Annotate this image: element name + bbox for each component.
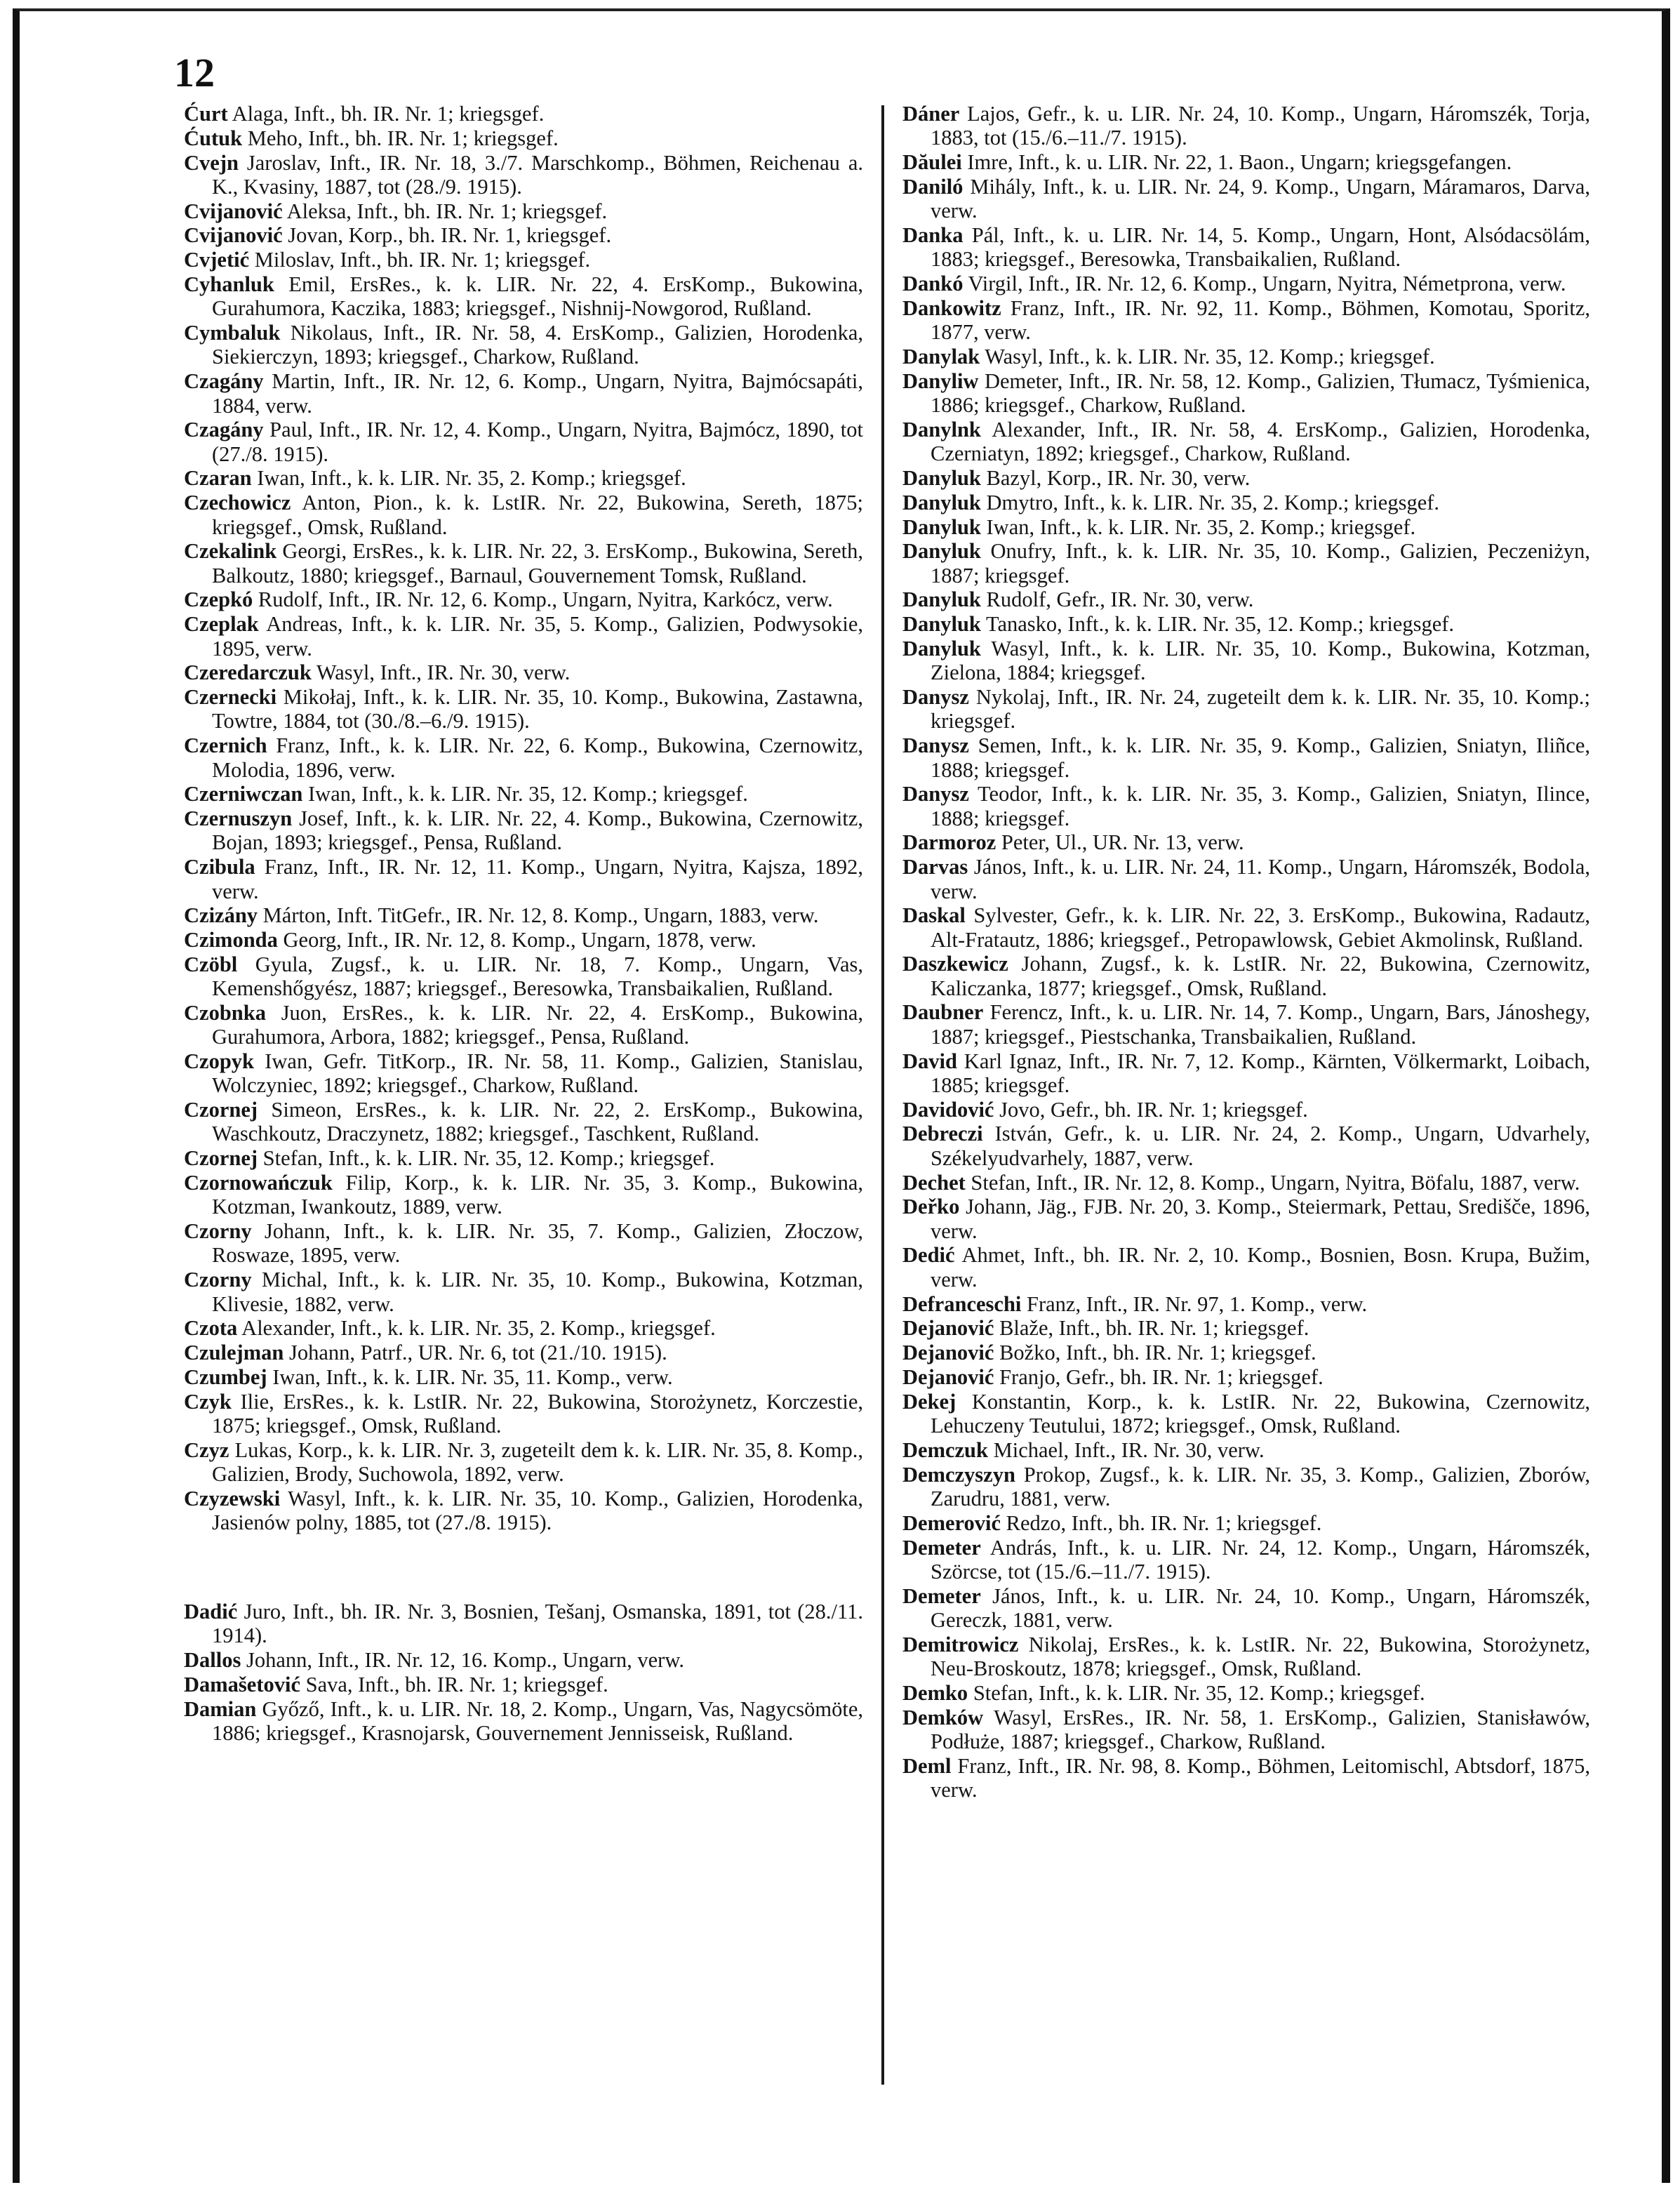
- register-entry: [902, 102, 1590, 150]
- entry-details: Bazyl, Korp., IR. Nr. 30, verw.: [980, 465, 1251, 490]
- entry-details: Nikolaus, Inft., IR. Nr. 58, 4. ErsKomp., Galizien, Horodenka, Siekierczyn, 1893; kriegsgef., Charkow, Rußland.: [212, 321, 863, 369]
- entry-surname: Czeplak: [184, 612, 259, 637]
- entry-surname: Demitrowicz: [902, 1632, 1019, 1656]
- entry-details: Jaroslav, Inft., IR. Nr. 18, 3./7. Marschkomp., Böhmen, Reichenau a. K., Kvasiny, 1887, tot (28./9. 1915).: [212, 150, 863, 199]
- register-entry: [184, 587, 863, 611]
- register-entry: [902, 1390, 1590, 1438]
- entry-surname: Czernuszyn: [184, 806, 293, 831]
- entry-details: Juro, Inft., bh. IR. Nr. 3, Bosnien, Tešanj, Osmanska, 1891, tot (28./11. 1914).: [212, 1600, 863, 1648]
- register-entry: [184, 903, 863, 927]
- entry-details: Paul, Inft., IR. Nr. 12, 4. Komp., Ungarn, Nyitra, Bajmócz, 1890, tot (27./8. 1915).: [212, 418, 863, 466]
- register-entry: [902, 1584, 1590, 1633]
- entry-details: Lukas, Korp., k. k. LIR. Nr. 3, zugeteilt dem k. k. LIR. Nr. 35, 8. Komp., Galizien, Brody, Suchowola, 1892, verw.: [212, 1437, 863, 1487]
- entry-details: Franz, Inft., IR. Nr. 97, 1. Komp., verw.: [1021, 1291, 1368, 1316]
- entry-details: Jovan, Korp., bh. IR. Nr. 1, kriegsgef.: [282, 223, 612, 248]
- entry-details: Imre, Inft., k. u. LIR. Nr. 22, 1. Baon., Ungarn; kriegsgefangen.: [961, 150, 1512, 175]
- register-entry: [902, 418, 1590, 466]
- entry-surname: Daskal: [902, 903, 966, 928]
- entry-details: Sylvester, Gefr., k. k. LIR. Nr. 22, 3. ErsKomp., Bukowina, Radautz, Alt-Fratautz, 1886; kriegsgef., Petropawlowsk, Gebiet Akmolinsk, Rußland.: [931, 903, 1590, 952]
- entry-details: András, Inft., k. u. LIR. Nr. 24, 12. Komp., Ungarn, Háromszék, Szörcse, tot (15./6.–11./7. 1915).: [931, 1535, 1590, 1583]
- entry-surname: Demeter: [902, 1583, 981, 1608]
- register-entry: [902, 1316, 1590, 1340]
- register-entry: [902, 466, 1590, 490]
- register-entry: [184, 1316, 863, 1340]
- entry-details: Redzo, Inft., bh. IR. Nr. 1; kriegsgef.: [1001, 1510, 1322, 1535]
- entry-surname: Danysz: [902, 685, 969, 710]
- entry-details: Božko, Inft., bh. IR. Nr. 1; kriegsgef.: [994, 1341, 1316, 1365]
- entry-details: Georg, Inft., IR. Nr. 12, 8. Komp., Ungarn, 1878, verw.: [277, 928, 756, 952]
- entry-surname: Czorny: [184, 1219, 252, 1244]
- entry-surname: Dallos: [184, 1648, 241, 1673]
- register-entry: [184, 151, 863, 199]
- entry-details: Wasyl, Inft., IR. Nr. 30, verw.: [311, 660, 571, 685]
- entry-details: János, Inft., k. u. LIR. Nr. 24, 11. Komp., Ungarn, Háromszék, Bodola, verw.: [931, 855, 1590, 903]
- entry-surname: Danka: [902, 222, 964, 247]
- entry-details: Lajos, Gefr., k. u. LIR. Nr. 24, 10. Komp., Ungarn, Háromszék, Torja, 1883, tot (15./6.–11./7. 1915).: [931, 102, 1590, 150]
- register-entry: [902, 1706, 1590, 1754]
- register-entry: [184, 928, 863, 952]
- entry-details: István, Gefr., k. u. LIR. Nr. 24, 2. Komp., Ungarn, Udvarhely, Székelyudvarhely, 1887, verw.: [931, 1122, 1590, 1170]
- entry-surname: Czopyk: [184, 1049, 254, 1074]
- entry-details: Virgil, Inft., IR. Nr. 12, 6. Komp., Ungarn, Nyitra, Németprona, verw.: [963, 272, 1566, 296]
- entry-surname: Danyluk: [902, 587, 981, 612]
- register-entry: [902, 1681, 1590, 1705]
- entry-details: Wasyl, ErsRes., IR. Nr. 58, 1. ErsKomp., Galizien, Stanisławów, Podłuże, 1887; kriegsgef., Charkow, Rußland.: [931, 1705, 1590, 1753]
- register-entry: [902, 1098, 1590, 1122]
- entry-surname: Czornej: [184, 1098, 258, 1122]
- entry-details: Franjo, Gefr., bh. IR. Nr. 1; kriegsgef.: [994, 1364, 1324, 1389]
- entry-surname: Dăulei: [902, 150, 962, 175]
- entry-details: Georgi, ErsRes., k. k. LIR. Nr. 22, 3. ErsKomp., Bukowina, Sereth, Balkoutz, 1880; kriegsgef., Barnaul, Gouvernement Tomsk, Rußland.: [212, 539, 863, 587]
- entry-details: Emil, ErsRes., k. k. LIR. Nr. 22, 4. ErsKomp., Bukowina, Gurahumora, Kaczika, 1883; kriegsgef., Nishnij-Nowgorod, Rußland.: [212, 272, 863, 321]
- entry-surname: Dedić: [902, 1243, 955, 1268]
- entry-details: Johann, Inft., k. k. LIR. Nr. 35, 7. Komp., Galizien, Złoczow, Roswaze, 1895, verw.: [212, 1219, 863, 1268]
- entry-details: Rudolf, Gefr., IR. Nr. 30, verw.: [980, 587, 1254, 612]
- register-entry: [902, 1243, 1590, 1291]
- register-entry: [184, 491, 863, 539]
- entry-surname: Debreczi: [902, 1122, 983, 1146]
- register-entry: [184, 806, 863, 855]
- entry-details: Mikołaj, Inft., k. k. LIR. Nr. 35, 10. Komp., Bukowina, Zastawna, Towtre, 1884, tot (30./8.–6./9. 1915).: [212, 685, 863, 733]
- register-entry: [184, 126, 863, 150]
- register-entry: [902, 685, 1590, 733]
- entry-surname: Demeter: [902, 1535, 981, 1560]
- register-entry: [902, 952, 1590, 1000]
- entry-surname: Deml: [902, 1753, 952, 1778]
- entry-surname: Damašetović: [184, 1672, 301, 1696]
- entry-details: János, Inft., k. u. LIR. Nr. 24, 10. Komp., Ungarn, Háromszék, Gereczk, 1881, verw.: [931, 1583, 1590, 1632]
- entry-surname: Czumbej: [184, 1364, 267, 1389]
- entry-surname: Demczuk: [902, 1437, 988, 1462]
- register-entry: [184, 782, 863, 806]
- entry-surname: Danylak: [902, 344, 980, 368]
- entry-details: Johann, Zugsf., k. k. LstIR. Nr. 22, Bukowina, Czernowitz, Kaliczanka, 1877; kriegsgef., Omsk, Rußland.: [931, 952, 1590, 1000]
- entry-surname: Dáner: [902, 102, 960, 126]
- register-entry: [902, 1438, 1590, 1462]
- entry-details: Sava, Inft., bh. IR. Nr. 1; kriegsgef.: [300, 1672, 608, 1696]
- entry-details: Anton, Pion., k. k. LstIR. Nr. 22, Bukowina, Sereth, 1875; kriegsgef., Omsk, Rußland.: [212, 491, 863, 539]
- register-entry: [184, 466, 863, 490]
- entry-details: Wasyl, Inft., k. k. LIR. Nr. 35, 10. Komp., Galizien, Horodenka, Jasienów polny, 1885, tot (27./8. 1915).: [212, 1486, 863, 1535]
- entry-surname: Cvijanović: [184, 223, 283, 248]
- register-entry: [184, 1648, 863, 1672]
- entry-surname: Czöbl: [184, 952, 238, 976]
- entry-details: Stefan, Inft., k. k. LIR. Nr. 35, 12. Komp.; kriegsgef.: [258, 1146, 715, 1171]
- entry-surname: Czernecki: [184, 685, 277, 710]
- entry-surname: Czagány: [184, 369, 264, 394]
- entry-details: Mihály, Inft., k. u. LIR. Nr. 24, 9. Komp., Ungarn, Máramaros, Darva, verw.: [931, 174, 1590, 223]
- entry-details: Nykolaj, Inft., IR. Nr. 24, zugeteilt dem k. k. LIR. Nr. 35, 10. Komp.; kriegsgef.: [931, 685, 1590, 733]
- entry-surname: Davidović: [902, 1097, 994, 1122]
- register-entry: [184, 321, 863, 369]
- entry-surname: Czornowańczuk: [184, 1171, 333, 1195]
- entry-surname: Czibula: [184, 855, 255, 879]
- entry-details: Blaže, Inft., bh. IR. Nr. 1; kriegsgef.: [994, 1316, 1309, 1341]
- register-entry: [902, 1633, 1590, 1681]
- entry-details: Johann, Inft., IR. Nr. 12, 16. Komp., Ungarn, verw.: [241, 1648, 684, 1673]
- entry-surname: Danyluk: [902, 612, 981, 637]
- register-entry: [184, 1146, 863, 1170]
- register-entry: [184, 1219, 863, 1268]
- entry-details: Alexander, Inft., IR. Nr. 58, 4. ErsKomp., Galizien, Horodenka, Czerniatyn, 1892; kriegsgef., Charkow, Rußland.: [931, 417, 1590, 466]
- entry-surname: Damian: [184, 1696, 257, 1721]
- entry-surname: Danyluk: [902, 465, 981, 490]
- register-entry: [902, 830, 1590, 854]
- entry-surname: Dejanović: [902, 1316, 994, 1341]
- entry-details: Nikolaj, ErsRes., k. k. LstIR. Nr. 22, Bukowina, Storożynetz, Neu-Broskoutz, 1878; kriegsgef., Omsk, Rußland.: [931, 1632, 1590, 1680]
- entry-details: Josef, Inft., k. k. LIR. Nr. 22, 4. Komp., Bukowina, Czernowitz, Bojan, 1893; kriegsgef., Pensa, Rußland.: [212, 806, 863, 855]
- register-entry: [184, 102, 863, 126]
- entry-surname: Danysz: [902, 782, 969, 806]
- register-entry: [184, 1438, 863, 1487]
- entry-details: Franz, Inft., IR. Nr. 12, 11. Komp., Ungarn, Nyitra, Kajsza, 1892, verw.: [212, 855, 863, 903]
- entry-details: Demeter, Inft., IR. Nr. 58, 12. Komp., Galizien, Tłumacz, Tyśmienica, 1886; kriegsgef., Charkow, Rußland.: [931, 368, 1590, 418]
- entry-details: Onufry, Inft., k. k. LIR. Nr. 35, 10. Komp., Galizien, Peczeniżyn, 1887; kriegsgef.: [931, 539, 1590, 587]
- register-entry: [184, 660, 863, 684]
- entry-surname: Czagány: [184, 418, 264, 442]
- register-entry: [902, 1049, 1590, 1098]
- entry-surname: Darvas: [902, 855, 968, 879]
- register-entry: [184, 539, 863, 587]
- entry-details: Filip, Korp., k. k. LIR. Nr. 35, 3. Komp., Bukowina, Kotzman, Iwankoutz, 1889, verw.: [212, 1171, 863, 1219]
- entry-details: Franz, Inft., IR. Nr. 98, 8. Komp., Böhmen, Leitomischl, Abtsdorf, 1875, verw.: [931, 1753, 1590, 1802]
- entry-details: Teodor, Inft., k. k. LIR. Nr. 35, 3. Komp., Galizien, Sniatyn, Ilince, 1888; kriegsgef.: [931, 782, 1590, 830]
- entry-details: Aleksa, Inft., bh. IR. Nr. 1; kriegsgef.: [282, 199, 608, 223]
- entry-details: Franz, Inft., k. k. LIR. Nr. 22, 6. Komp., Bukowina, Czernowitz, Molodia, 1896, verw.: [212, 733, 863, 782]
- entry-surname: Czechowicz: [184, 491, 291, 515]
- register-entry: [902, 223, 1590, 272]
- register-entry: [902, 1122, 1590, 1170]
- register-entry: [902, 491, 1590, 514]
- register-entry: [184, 952, 863, 1001]
- page-number: 12: [174, 50, 215, 95]
- entry-details: Márton, Inft. TitGefr., IR. Nr. 12, 8. Komp., Ungarn, 1883, verw.: [258, 903, 819, 928]
- entry-details: Győző, Inft., k. u. LIR. Nr. 18, 2. Komp., Ungarn, Vas, Nagycsömöte, 1886; kriegsgef., Krasnojarsk, Gouvernement Jennisseisk, Rußland.: [212, 1696, 863, 1745]
- entry-surname: Ćurt: [184, 102, 228, 126]
- register-entry: [902, 1511, 1590, 1535]
- register-entry: [902, 733, 1590, 782]
- entry-surname: Daubner: [902, 1000, 984, 1025]
- entry-details: Franz, Inft., IR. Nr. 92, 11. Komp., Böhmen, Komotau, Sporitz, 1877, verw.: [931, 295, 1590, 345]
- entry-surname: Demczyszyn: [902, 1462, 1015, 1487]
- register-entry: [184, 733, 863, 782]
- entry-details: Pál, Inft., k. u. LIR. Nr. 14, 5. Komp., Ungarn, Hont, Alsódacsölám, 1883; kriegsgef., Beresowka, Transbaikalien, Rußland.: [931, 222, 1590, 272]
- entry-surname: Czeredarczuk: [184, 660, 312, 685]
- entry-details: Konstantin, Korp., k. k. LstIR. Nr. 22, Bukowina, Czernowitz, Lehuczeny Teutului, 1872; kriegsgef., Omsk, Rußland.: [931, 1389, 1590, 1438]
- register-entry: [902, 296, 1590, 345]
- entry-surname: Czekalink: [184, 539, 277, 564]
- register-entry: [902, 855, 1590, 903]
- register-entry: [184, 1171, 863, 1219]
- entry-details: Andreas, Inft., k. k. LIR. Nr. 35, 5. Komp., Galizien, Podwysokie, 1895, verw.: [212, 612, 863, 660]
- entry-surname: Demko: [902, 1680, 968, 1705]
- register-entry: [184, 418, 863, 466]
- entry-surname: Czaran: [184, 466, 252, 491]
- entry-surname: Dekej: [902, 1389, 956, 1414]
- column-divider: [881, 105, 884, 2085]
- entry-details: Juon, ErsRes., k. k. LIR. Nr. 22, 4. ErsKomp., Bukowina, Gurahumora, Arbora, 1882; kriegsgef., Pensa, Rußland.: [212, 1000, 863, 1049]
- entry-details: Michael, Inft., IR. Nr. 30, verw.: [987, 1437, 1265, 1462]
- entry-surname: Czorny: [184, 1268, 252, 1292]
- entry-details: Ferencz, Inft., k. u. LIR. Nr. 14, 7. Komp., Ungarn, Bars, Jánoshegy, 1887; kriegsgef., Piestschanka, Transbaikalien, Rußland.: [931, 1000, 1590, 1049]
- entry-details: Michal, Inft., k. k. LIR. Nr. 35, 10. Komp., Bukowina, Kotzman, Klivesie, 1882, verw.: [212, 1268, 863, 1316]
- register-entry: [184, 685, 863, 733]
- entry-surname: Danyluk: [902, 490, 981, 514]
- entry-surname: Cyhanluk: [184, 272, 274, 297]
- right-column: [902, 102, 1590, 1802]
- entry-surname: Danysz: [902, 733, 969, 758]
- register-entry: [184, 199, 863, 223]
- entry-details: Alaga, Inft., bh. IR. Nr. 1; kriegsgef.: [227, 102, 545, 126]
- register-entry: [902, 1341, 1590, 1364]
- entry-surname: Ćutuk: [184, 126, 243, 150]
- entry-surname: Daniló: [902, 174, 964, 199]
- register-entry: [184, 369, 863, 418]
- entry-details: Dmytro, Inft., k. k. LIR. Nr. 35, 2. Komp.; kriegsgef.: [980, 490, 1440, 514]
- register-entry: [184, 1365, 863, 1389]
- register-entry: [902, 1365, 1590, 1389]
- entry-surname: Cvjetić: [184, 248, 250, 272]
- register-entry: [902, 369, 1590, 418]
- register-entry: [902, 1171, 1590, 1195]
- register-entry: [902, 1536, 1590, 1584]
- entry-details: Prokop, Zugsf., k. k. LIR. Nr. 35, 3. Komp., Galizien, Zborów, Zarudru, 1881, verw.: [931, 1462, 1590, 1510]
- entry-surname: Deřko: [902, 1195, 960, 1219]
- register-entry: [184, 1697, 863, 1746]
- register-entry: [184, 248, 863, 272]
- register-entry: [902, 1292, 1590, 1316]
- entry-surname: Czornej: [184, 1146, 258, 1171]
- register-entry: [902, 782, 1590, 830]
- register-entry: [184, 1673, 863, 1696]
- register-entry: [902, 903, 1590, 952]
- entry-surname: Cvijanović: [184, 199, 283, 223]
- entry-details: Ahmet, Inft., bh. IR. Nr. 2, 10. Komp., Bosnien, Bosn. Krupa, Bužim, verw.: [931, 1243, 1590, 1291]
- entry-surname: Czota: [184, 1316, 238, 1341]
- entry-details: Jovo, Gefr., bh. IR. Nr. 1; kriegsgef.: [994, 1097, 1308, 1122]
- entry-surname: Czulejman: [184, 1341, 284, 1365]
- entry-surname: Danyluk: [902, 514, 981, 539]
- entry-details: Iwan, Gefr. TitKorp., IR. Nr. 58, 11. Komp., Galizien, Stanislau, Wolczyniec, 1892; kriegsgef., Charkow, Rußland.: [212, 1049, 863, 1098]
- entry-surname: Daszkewicz: [902, 952, 1008, 976]
- register-entry: [184, 272, 863, 321]
- register-entry: [902, 1463, 1590, 1511]
- entry-details: Johann, Patrf., UR. Nr. 6, tot (21./10. 1915).: [284, 1341, 667, 1365]
- entry-surname: Dejanović: [902, 1364, 994, 1389]
- entry-surname: Demków: [902, 1705, 984, 1729]
- entry-details: Alexander, Inft., k. k. LIR. Nr. 35, 2. Komp., kriegsgef.: [237, 1316, 716, 1341]
- entry-surname: Czyz: [184, 1437, 229, 1462]
- register-entry: [184, 223, 863, 247]
- entry-details: Ilie, ErsRes., k. k. LstIR. Nr. 22, Bukowina, Storożynetz, Korczestie, 1875; kriegsgef., Omsk, Rußland.: [212, 1389, 863, 1438]
- register-entry: [184, 1268, 863, 1316]
- entry-surname: Czobnka: [184, 1000, 266, 1025]
- entry-surname: Danylnk: [902, 417, 981, 441]
- entry-details: Stefan, Inft., k. k. LIR. Nr. 35, 12. Komp.; kriegsgef.: [968, 1680, 1425, 1705]
- entry-details: Rudolf, Inft., IR. Nr. 12, 6. Komp., Ungarn, Nyitra, Karkócz, verw.: [253, 587, 833, 612]
- entry-details: Wasyl, Inft., k. k. LIR. Nr. 35, 10. Komp., Bukowina, Kotzman, Zielona, 1884; kriegsgef.: [931, 637, 1590, 685]
- entry-details: Simeon, ErsRes., k. k. LIR. Nr. 22, 2. ErsKomp., Bukowina, Waschkoutz, Draczynetz, 1882; kriegsgef., Taschkent, Rußland.: [212, 1098, 863, 1146]
- entry-surname: Darmoroz: [902, 830, 996, 855]
- entry-details: Miloslav, Inft., bh. IR. Nr. 1; kriegsgef.: [249, 248, 591, 272]
- entry-surname: Czizány: [184, 903, 258, 928]
- entry-surname: Danyluk: [902, 637, 981, 661]
- register-entry: [184, 1049, 863, 1098]
- register-entry: [902, 1195, 1590, 1243]
- register-entry: [184, 1390, 863, 1438]
- entry-details: Iwan, Inft., k. k. LIR. Nr. 35, 11. Komp., verw.: [267, 1364, 673, 1389]
- register-entry: [902, 175, 1590, 223]
- entry-surname: Cvejn: [184, 150, 239, 175]
- entry-surname: Dejanović: [902, 1341, 994, 1365]
- section-gap: [184, 1535, 863, 1600]
- entry-surname: Cymbaluk: [184, 321, 281, 345]
- entry-details: Peter, Ul., UR. Nr. 13, verw.: [996, 830, 1244, 855]
- register-entry: [184, 855, 863, 903]
- register-entry: [902, 539, 1590, 587]
- entry-details: Stefan, Inft., IR. Nr. 12, 8. Komp., Ungarn, Nyitra, Böfalu, 1887, verw.: [965, 1170, 1580, 1195]
- register-entry: [902, 150, 1590, 174]
- entry-details: Meho, Inft., bh. IR. Nr. 1; kriegsgef.: [242, 126, 559, 150]
- entry-details: Gyula, Zugsf., k. u. LIR. Nr. 18, 7. Komp., Ungarn, Vas, Kemenshőgyész, 1887; kriegsgef., Beresowka, Transbaikalien, Rußland.: [212, 952, 863, 1001]
- register-entry: [902, 637, 1590, 685]
- entry-surname: Defranceschi: [902, 1291, 1022, 1316]
- register-entry: [184, 1001, 863, 1049]
- entry-details: Tanasko, Inft., k. k. LIR. Nr. 35, 12. Komp.; kriegsgef.: [980, 612, 1455, 637]
- entry-surname: Dadić: [184, 1600, 238, 1624]
- entry-details: Karl Ignaz, Inft., IR. Nr. 7, 12. Komp., Kärnten, Völkermarkt, Loibach, 1885; kriegsgef.: [931, 1049, 1590, 1097]
- register-entry: [184, 1487, 863, 1535]
- entry-surname: Czepkó: [184, 587, 253, 612]
- entry-details: Iwan, Inft., k. k. LIR. Nr. 35, 12. Komp.; kriegsgef.: [302, 782, 748, 806]
- entry-surname: Czyk: [184, 1389, 232, 1414]
- left-column: [184, 102, 863, 1746]
- entry-details: Martin, Inft., IR. Nr. 12, 6. Komp., Ungarn, Nyitra, Bajmócsapáti, 1884, verw.: [212, 369, 863, 418]
- entry-surname: Czerniwczan: [184, 782, 303, 806]
- entry-surname: Czyzewski: [184, 1486, 281, 1510]
- entry-details: Johann, Jäg., FJB. Nr. 20, 3. Komp., Steiermark, Pettau, Središče, 1896, verw.: [931, 1195, 1590, 1243]
- register-entry: [902, 345, 1590, 368]
- entry-surname: David: [902, 1049, 957, 1073]
- register-entry: [184, 612, 863, 660]
- register-entry: [902, 587, 1590, 611]
- register-entry: [184, 1600, 863, 1648]
- entry-surname: Dechet: [902, 1170, 966, 1195]
- entry-details: Semen, Inft., k. k. LIR. Nr. 35, 9. Komp., Galizien, Sniatyn, Iliñce, 1888; kriegsgef.: [931, 733, 1590, 782]
- entry-details: Iwan, Inft., k. k. LIR. Nr. 35, 2. Komp.; kriegsgef.: [251, 466, 686, 491]
- entry-details: Iwan, Inft., k. k. LIR. Nr. 35, 2. Komp.; kriegsgef.: [980, 514, 1416, 539]
- register-entry: [184, 1098, 863, 1146]
- entry-surname: Danyliw: [902, 368, 979, 393]
- register-entry: [184, 1341, 863, 1364]
- register-entry: [902, 1754, 1590, 1802]
- entry-surname: Czimonda: [184, 928, 278, 952]
- entry-surname: Czernich: [184, 733, 267, 758]
- entry-surname: Dankowitz: [902, 295, 1001, 320]
- entry-surname: Demerović: [902, 1510, 1001, 1535]
- register-entry: [902, 272, 1590, 295]
- entry-surname: Dankó: [902, 272, 964, 296]
- register-entry: [902, 515, 1590, 539]
- register-entry: [902, 1000, 1590, 1049]
- register-entry: [902, 612, 1590, 636]
- entry-details: Wasyl, Inft., k. k. LIR. Nr. 35, 12. Komp.; kriegsgef.: [980, 344, 1435, 368]
- entry-surname: Danyluk: [902, 539, 981, 564]
